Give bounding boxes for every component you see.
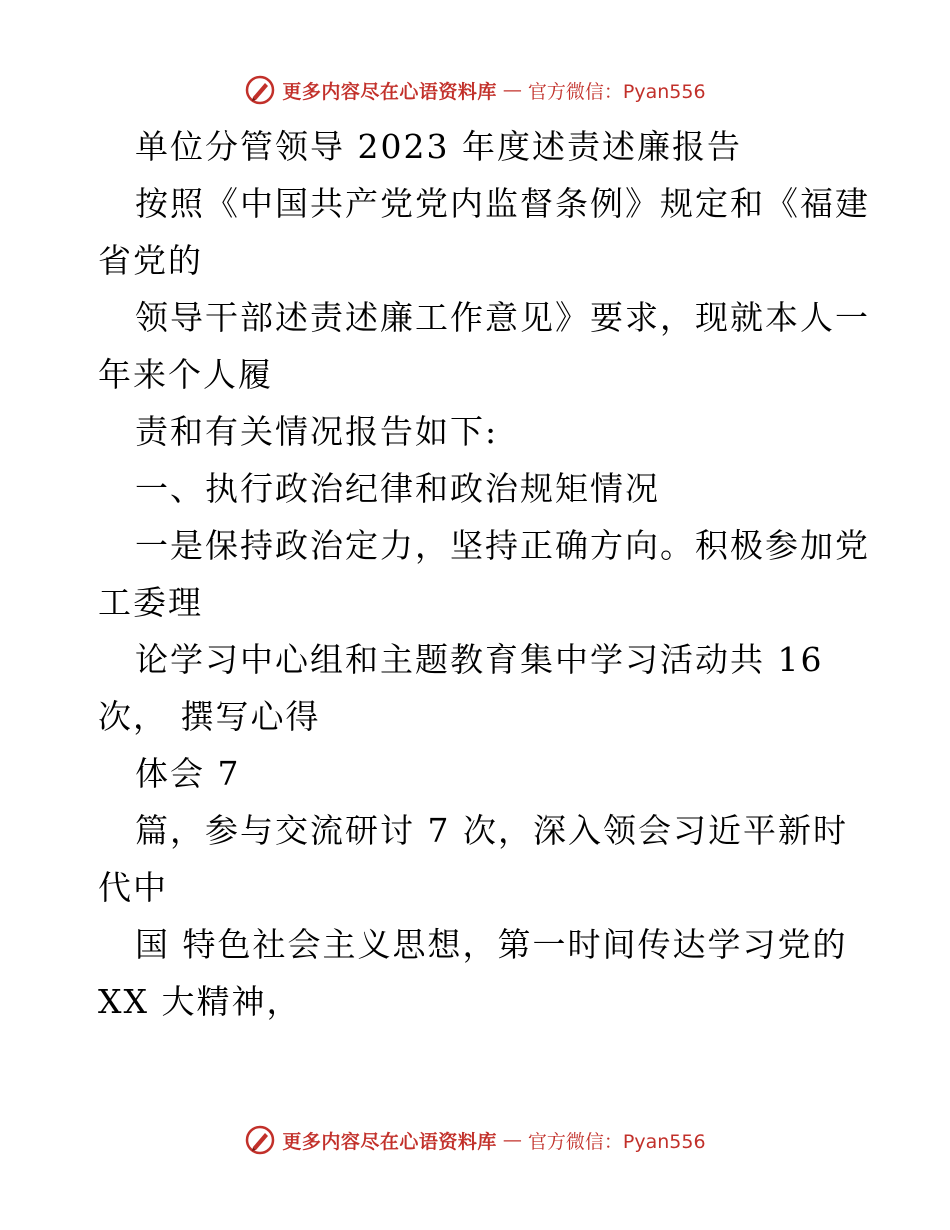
banner-site-text: 更多内容尽在心语资料库 xyxy=(282,1130,497,1153)
header-watermark-banner xyxy=(0,70,950,110)
banner-wechat-text: 官方微信：Pyan556 xyxy=(527,1130,706,1153)
paragraph-line: 国 特色社会主义思想，第一时间传达学习党的 xyxy=(135,925,848,964)
paragraph-line: 按照《中国共产党党内监督条例》规定和《福建 xyxy=(135,184,870,223)
paragraph-line: 一是保持政治定力，坚持正确方向。积极参加党 xyxy=(135,526,870,565)
paragraph-line: 次， 撰写心得 xyxy=(98,697,321,736)
paragraph-line: 领导干部述责述廉工作意见》要求，现就本人一 xyxy=(135,298,870,337)
document-body xyxy=(98,118,870,1030)
banner-separator: — xyxy=(502,1129,522,1151)
paragraph-line: 体会 7 xyxy=(135,754,241,793)
section-heading: 一、执行政治纪律和政治规矩情况 xyxy=(135,469,660,508)
footer-watermark-banner xyxy=(0,1120,950,1160)
paragraph-line: 年来个人履 xyxy=(98,355,273,394)
banner-site-text: 更多内容尽在心语资料库 xyxy=(282,80,497,103)
paragraph-line: 责和有关情况报告如下: xyxy=(135,412,499,451)
pen-circle-logo-icon xyxy=(244,1124,276,1156)
banner-separator: — xyxy=(502,79,522,101)
banner-wechat-text: 官方微信：Pyan556 xyxy=(527,80,706,103)
report-title: 单位分管领导 2023 年度述责述廉报告 xyxy=(135,127,742,166)
paragraph-line: 篇，参与交流研讨 7 次，深入领会习近平新时 xyxy=(135,811,848,850)
paragraph-line: 论学习中心组和主题教育集中学习活动共 16 xyxy=(135,640,824,679)
paragraph-line: XX 大精神， xyxy=(98,982,302,1021)
paragraph-line: 代中 xyxy=(98,868,168,907)
paragraph-line: 工委理 xyxy=(98,583,203,622)
pen-circle-logo-icon xyxy=(244,74,276,106)
paragraph-line: 省党的 xyxy=(98,241,203,280)
